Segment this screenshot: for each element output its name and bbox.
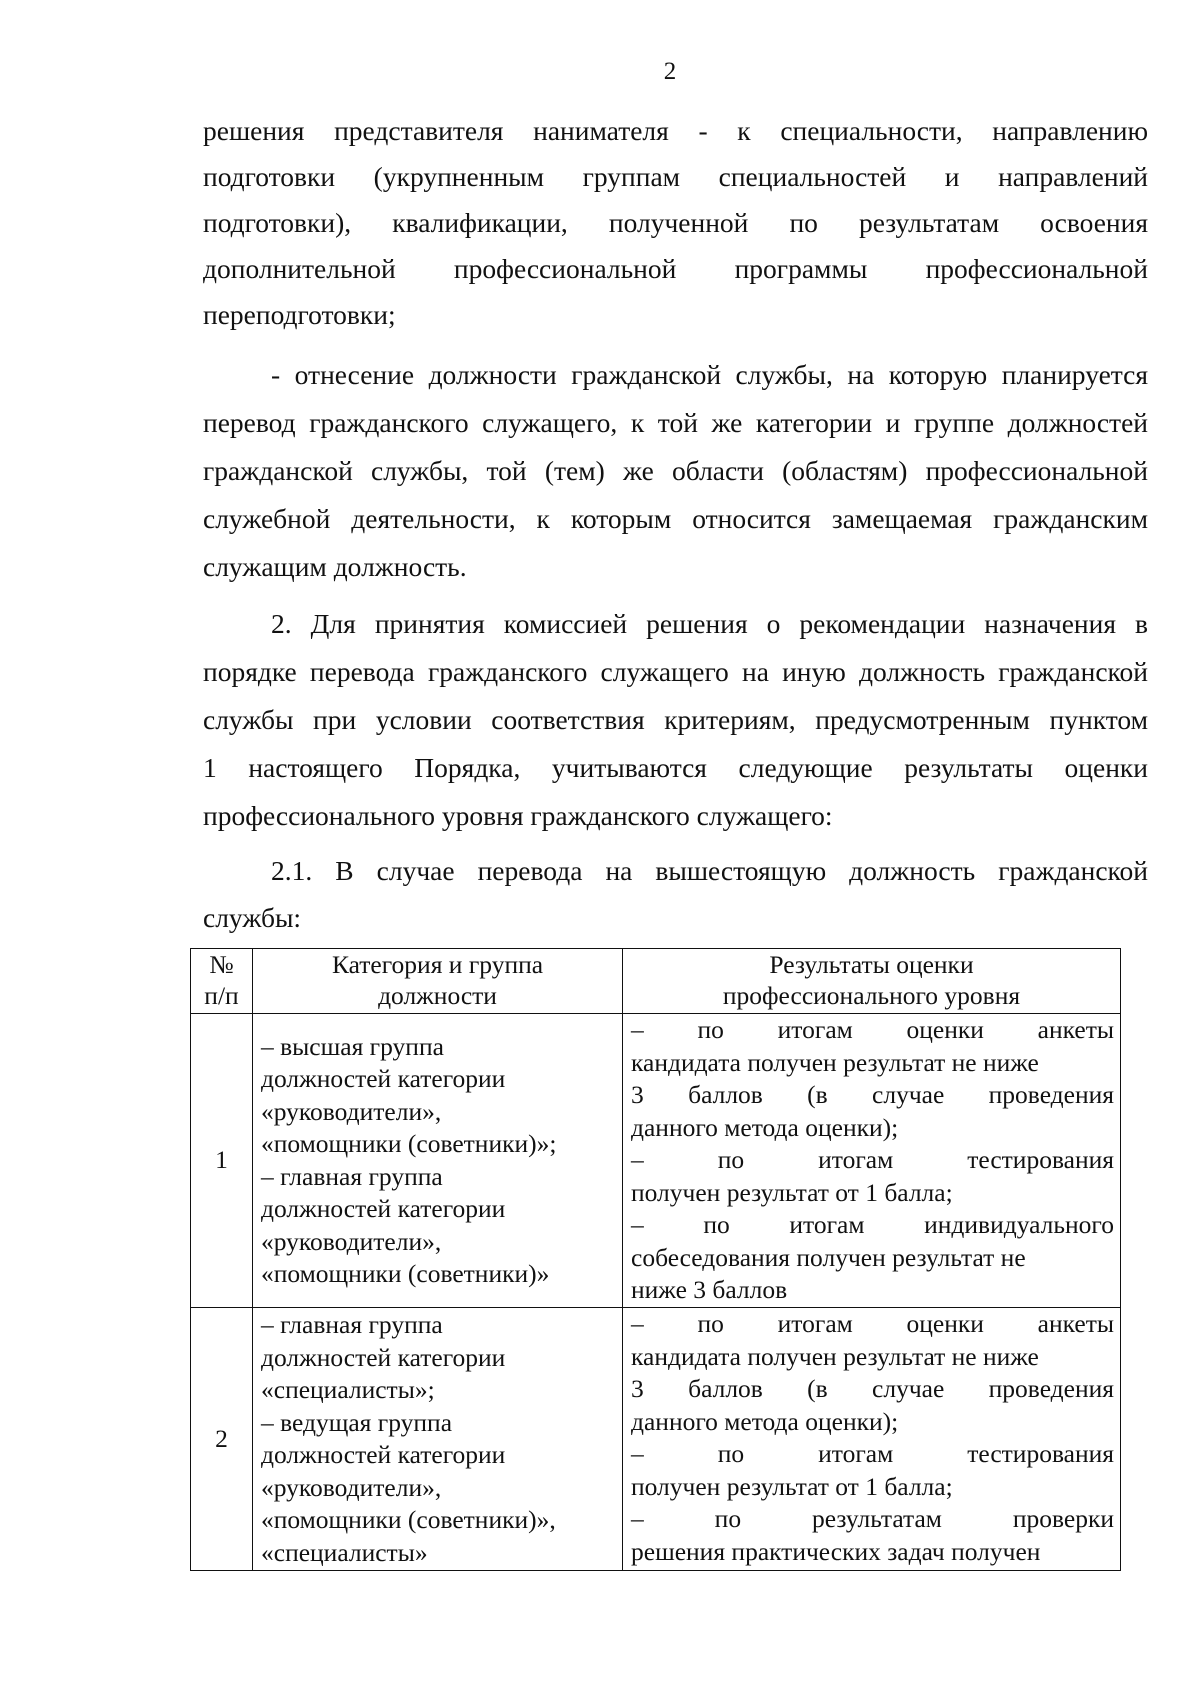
body-line: порядке перевода гражданского служащего на иную должность гражданской (203, 656, 1148, 687)
page-number: 2 (663, 58, 677, 85)
category-line: «руководители», (261, 1472, 442, 1502)
header-text: профессионального уровня (722, 981, 1021, 1010)
table-row (191, 1308, 1121, 1571)
result-line: – по итогам оценки анкеты (631, 1015, 1114, 1044)
header-text: п/п (204, 981, 239, 1010)
category-line: «помощники (советники)» (261, 1259, 550, 1288)
category-line: должностей категории (261, 1342, 506, 1372)
body-line: службы: (203, 902, 302, 933)
category-cell (253, 1308, 623, 1571)
body-line: - отнесение должности гражданской службы, на которую планируется (271, 359, 1148, 390)
result-line: – по результатам проверки (631, 1504, 1114, 1533)
result-line: – по итогам тестирования (631, 1145, 1114, 1174)
category-line: должностей категории (261, 1440, 506, 1469)
category-line: «помощники (советники)», (261, 1505, 556, 1534)
result-line: решения практических задач получен (631, 1536, 1041, 1566)
body-line: профессионального уровня гражданского служащего: (203, 800, 833, 831)
result-line: ниже 3 баллов (631, 1275, 788, 1304)
category-line: должностей категории (261, 1194, 506, 1223)
result-line: – по итогам индивидуального (631, 1210, 1114, 1239)
category-cell (253, 1014, 623, 1308)
result-line: – по итогам тестирования (631, 1439, 1114, 1468)
result-line: получен результат от 1 балла; (631, 1177, 953, 1207)
body-line: служебной деятельности, к которым относится замещаемая гражданским (203, 503, 1148, 534)
header-results (623, 949, 1121, 1014)
header-number (191, 949, 253, 1014)
header-text: Результаты оценки (769, 950, 974, 979)
body-line: перевод гражданского служащего, к той же категории и группе должностей (203, 407, 1148, 438)
header-text: Категория и группа (331, 950, 544, 979)
result-line: получен результат от 1 балла; (631, 1471, 953, 1501)
body-line: дополнительной профессиональной программы профессиональной (203, 253, 1148, 284)
result-line: – по итогам оценки анкеты (631, 1309, 1114, 1338)
table-row (191, 1014, 1121, 1308)
header-category (253, 949, 623, 1014)
body-line: подготовки), квалификации, полученной по результатам освоения (203, 207, 1148, 238)
category-line: должностей категории (261, 1064, 506, 1093)
body-line: 2.1. В случае перевода на вышестоящую должность гражданской (271, 855, 1148, 886)
category-line: – ведущая группа (261, 1407, 453, 1437)
result-line: кандидата получен результат не ниже (631, 1047, 1039, 1077)
category-line: «специалисты» (261, 1537, 428, 1567)
body-line: решения представителя нанимателя - к специальности, направлению (203, 115, 1148, 146)
category-line: – главная группа (261, 1161, 443, 1191)
header-text: № (209, 950, 234, 979)
body-line: 1 настоящего Порядка, учитываются следующие результаты оценки (203, 752, 1148, 783)
result-line: кандидата получен результат не ниже (631, 1341, 1039, 1371)
body-line: переподготовки; (203, 299, 396, 330)
result-line: собеседования получен результат не (631, 1242, 1026, 1272)
table-header-row (191, 949, 1121, 1014)
body-line: подготовки (укрупненным группам специальностей и направлений (203, 161, 1148, 192)
result-line: данного метода оценки); (631, 1112, 899, 1142)
row-number: 1 (191, 1014, 253, 1308)
row-number: 2 (191, 1308, 253, 1571)
category-line: «помощники (советники)»; (261, 1129, 557, 1158)
results-cell (623, 1014, 1121, 1308)
body-line: служащим должность. (203, 551, 467, 582)
category-line: – высшая группа (261, 1031, 444, 1061)
category-line: «руководители», (261, 1226, 442, 1256)
category-line: «специалисты»; (261, 1375, 435, 1404)
result-line: 3 баллов (в случае проведения (631, 1374, 1114, 1403)
header-text: должности (378, 981, 497, 1010)
body-line: службы при условии соответствия критериям, предусмотренным пунктом (203, 704, 1148, 735)
category-line: – главная группа (261, 1310, 443, 1339)
result-line: 3 баллов (в случае проведения (631, 1080, 1114, 1109)
results-cell (623, 1308, 1121, 1571)
result-line: данного метода оценки); (631, 1406, 899, 1436)
assessment-table (190, 948, 1121, 1571)
category-line: «руководители», (261, 1096, 442, 1126)
body-line: 2. Для принятия комиссией решения о рекомендации назначения в (271, 608, 1148, 639)
body-line: гражданской службы, той (тем) же области (областям) профессиональной (203, 455, 1148, 486)
